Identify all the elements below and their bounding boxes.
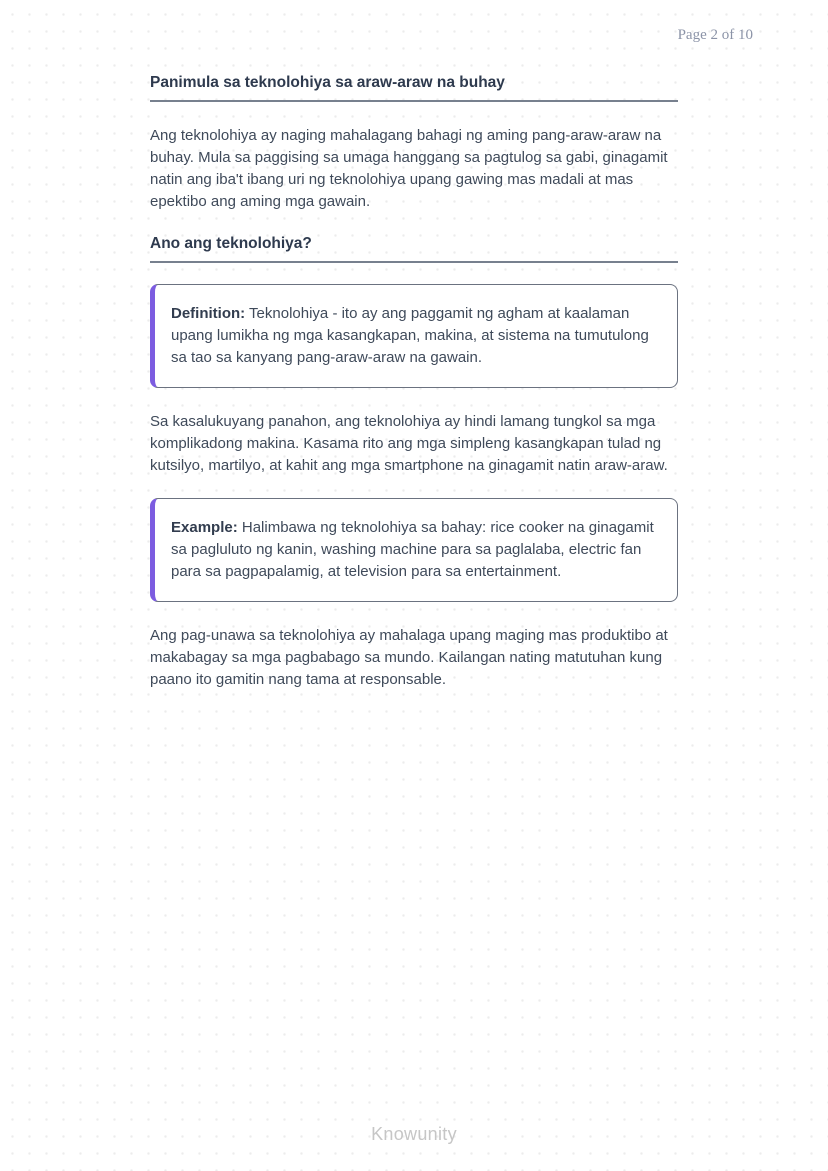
knowunity-watermark: Knowunity — [371, 1124, 457, 1144]
definition-text — [171, 303, 661, 369]
paragraph-intro: Ang teknolohiya ay naging mahalagang bahagi ng aming pang-araw-araw na buhay. Mula sa paggising sa umaga hanggang sa pagtulog sa gabi, ginagamit natin ang iba't ibang uri ng teknolohiya upang gawing mas madali at mas epektibo ang aming mga gawain. — [150, 127, 668, 210]
example-label: Example: — [171, 519, 238, 536]
definition-label: Definition: — [171, 305, 246, 322]
paragraph-pag-unawa: Ang pag-unawa sa teknolohiya ay mahalaga upang maging mas produktibo at makabagay sa mga pagbabago sa mundo. Kailangan nating matutuhan kung paano ito gamitin nang tama at responsable. — [150, 627, 668, 688]
example-text — [171, 517, 661, 583]
document-body — [150, 74, 678, 691]
section-heading-panimula: Panimula sa teknolohiya sa araw-araw na buhay — [150, 74, 678, 102]
definition-callout-box — [150, 284, 678, 388]
section-heading-ano-ang-teknolohiya: Ano ang teknolohiya? — [150, 235, 678, 263]
paragraph-kasalukuyang: Sa kasalukuyang panahon, ang teknolohiya ay hindi lamang tungkol sa mga komplikadong makina. Kasama rito ang mga simpleng kasangkapan tulad ng kutsilyo, martilyo, at kahit ang mga smartphone na ginagamit natin araw-araw. — [150, 413, 668, 474]
example-callout-box — [150, 498, 678, 602]
definition-body: Teknolohiya - ito ay ang paggamit ng agham at kaalaman upang lumikha ng mga kasangkapan, makina, at sistema na tumutulong sa tao sa kanyang pang-araw-araw na gawain. — [171, 305, 649, 366]
page-indicator: Page 2 of 10 — [677, 27, 753, 43]
example-body: Halimbawa ng teknolohiya sa bahay: rice cooker na ginagamit sa pagluluto ng kanin, washing machine para sa paglalaba, electric fan para sa pagpapalamig, at television para sa entertainment. — [171, 519, 654, 580]
